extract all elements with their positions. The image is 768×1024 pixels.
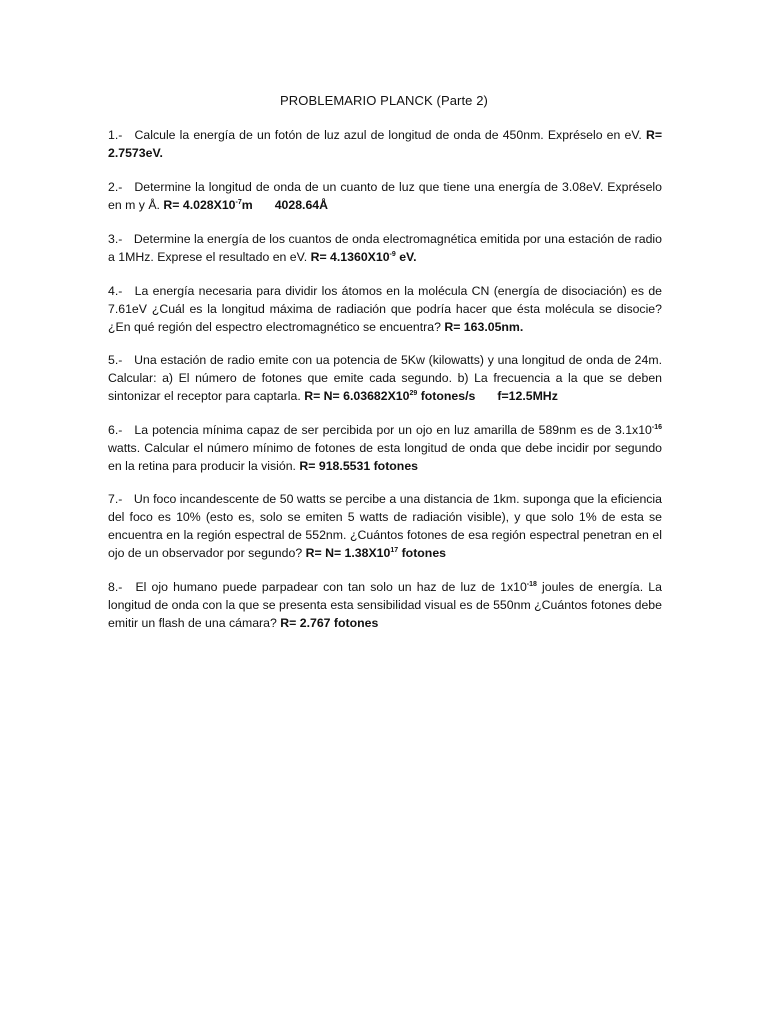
problem-number: 8.- <box>108 580 123 594</box>
answer-value: R= N= 1.38X10 <box>305 546 391 560</box>
problem-text: Determine la longitud de onda de un cuanto de luz que tiene una energía de 3.08eV. Expréselo en m y Å. <box>108 180 662 212</box>
problem-answer: R= 163.05nm. <box>444 320 524 334</box>
problem-5 <box>108 351 662 405</box>
problem-exponent: -16 <box>651 424 662 431</box>
problem-answer <box>311 250 417 264</box>
answer-exponent: -9 <box>389 251 396 258</box>
problem-number: 2.- <box>108 180 123 194</box>
problem-text-part: El ojo humano puede parpadear con tan solo un haz de luz de 1x10 <box>135 580 527 594</box>
problem-4 <box>108 282 662 336</box>
problem-7 <box>108 490 662 562</box>
problem-answer: R= 2.7573eV. <box>108 128 663 160</box>
problem-text-part: La potencia mínima capaz de ser percibida por un ojo en luz amarilla de 589nm es de 3.1x10 <box>134 423 652 437</box>
answer-unit: eV. <box>395 250 417 264</box>
problem-answer <box>163 198 328 212</box>
problem-text <box>108 580 662 630</box>
problem-number: 3.- <box>108 232 123 246</box>
answer-value-secondary: 4028.64Å <box>274 198 329 212</box>
problem-text: Determine la energía de los cuantos de onda electromagnética emitida por una estación de radio a 1MHz. Exprese el resultado en eV. <box>108 232 662 264</box>
answer-exponent: 17 <box>390 547 399 554</box>
answer-value-secondary: f=12.5MHz <box>497 389 558 403</box>
problem-text: La energía necesaria para dividir los átomos en la molécula CN (energía de disociación) es de 7.61eV ¿Cuál es la longitud máxima de radiación que podría hacer que ésta molécula se disocie? ¿En qué región del espectro electromagnético se encuentra? <box>108 284 662 334</box>
answer-value: R= 4.028X10 <box>163 198 236 212</box>
answer-exponent: -7 <box>235 199 242 206</box>
problem-2 <box>108 178 662 214</box>
problem-6 <box>108 421 662 475</box>
problem-answer <box>306 546 446 560</box>
document-title: PROBLEMARIO PLANCK (Parte 2) <box>280 93 488 108</box>
problem-answer: R= 2.767 fotones <box>280 616 379 630</box>
answer-value: R= N= 6.03682X10 <box>304 389 410 403</box>
problem-answer <box>304 389 558 403</box>
problem-3 <box>108 230 662 266</box>
problem-8 <box>108 578 662 632</box>
answer-unit: fotones <box>398 546 446 560</box>
answer-unit: fotones/s <box>417 389 476 403</box>
answer-unit: m <box>241 198 253 212</box>
problem-exponent: -18 <box>526 581 537 588</box>
problem-text: Calcule la energía de un fotón de luz azul de longitud de onda de 450nm. Expréselo en eV. <box>134 128 642 142</box>
answer-exponent: 29 <box>409 390 418 397</box>
problem-text: Una estación de radio emite con ua potencia de 5Kw (kilowatts) y una longitud de onda de 24m. Calcular: a) El número de fotones que emite cada segundo. b) La frecuencia a la que se deben sintonizar el receptor para captarla. <box>108 353 662 403</box>
problem-number: 7.- <box>108 492 123 506</box>
problem-number: 5.- <box>108 353 123 367</box>
problem-answer: R= 918.5531 fotones <box>299 459 418 473</box>
problem-number: 6.- <box>108 423 123 437</box>
problem-number: 4.- <box>108 284 123 298</box>
problem-text: Un foco incandescente de 50 watts se percibe a una distancia de 1km. suponga que la eficiencia del foco es 10% (esto es, solo se emiten 5 watts de radiación visible), y que solo 1% de esta se encuentra en la región espectral de 552nm. ¿Cuántos fotones de esa región espectral penetran en el ojo de un observador por segundo? <box>108 492 663 560</box>
problem-1 <box>108 126 662 162</box>
answer-value: R= 4.1360X10 <box>310 250 390 264</box>
problem-number: 1.- <box>108 128 123 142</box>
problem-text-part: joules de energía. La longitud de onda con la que se presenta esta sensibilidad visual es de 550nm ¿Cuántos fotones debe emitir un flash de una cámara? <box>108 580 662 630</box>
problem-text-part: watts. Calcular el número mínimo de fotones de esta longitud de onda que debe incidir por segundo en la retina para producir la visión. <box>108 441 662 473</box>
